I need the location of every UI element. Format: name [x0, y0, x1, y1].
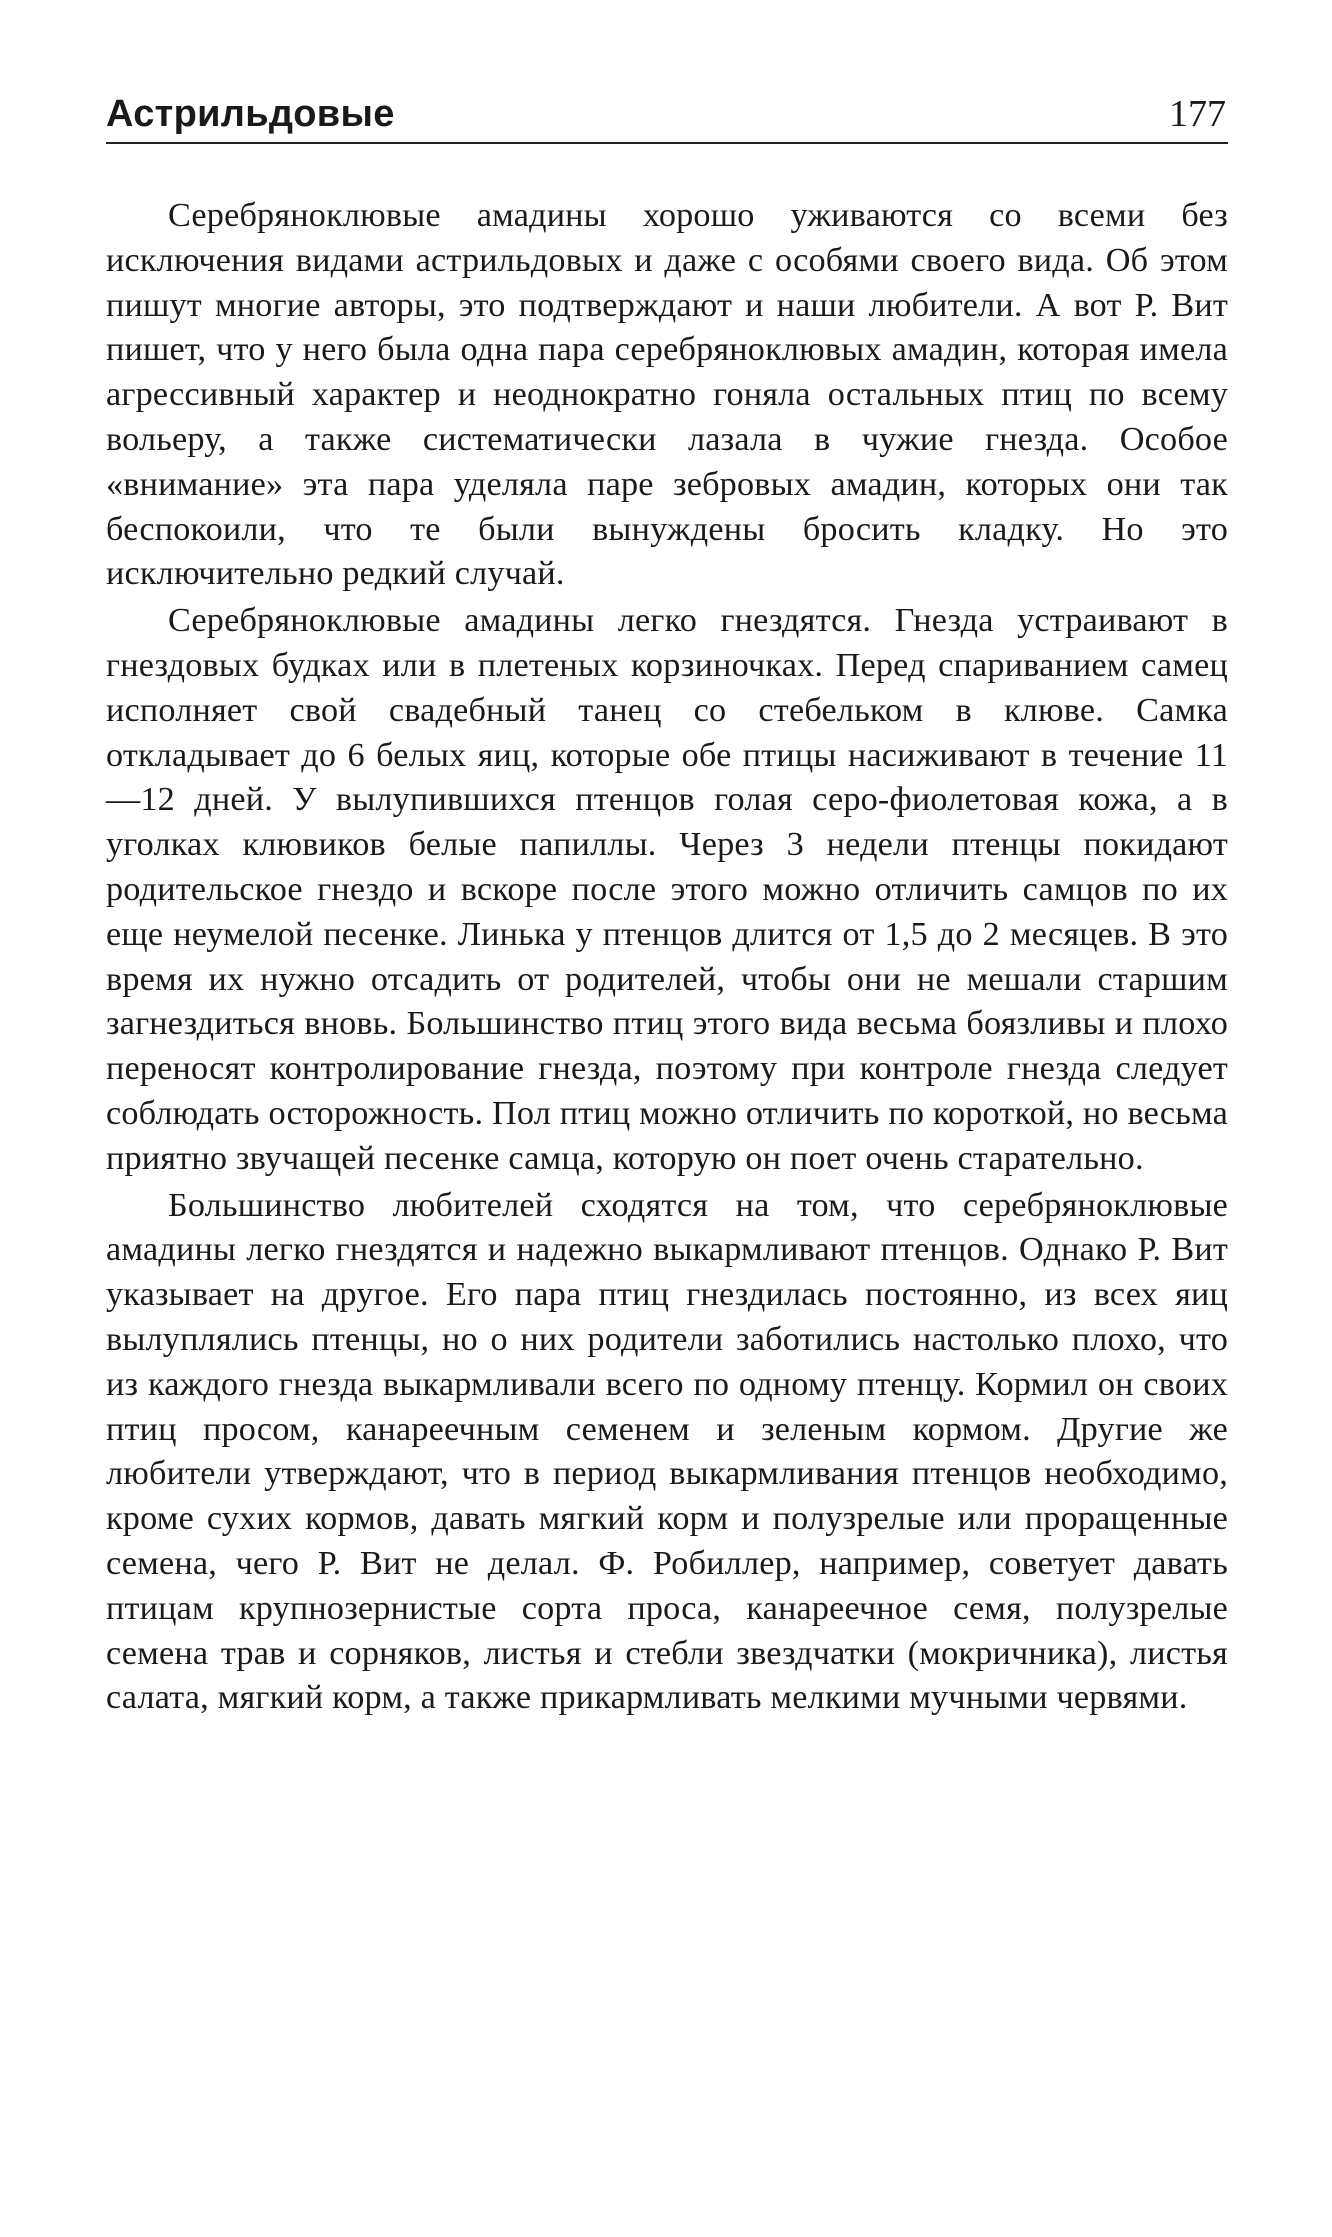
running-head [106, 92, 1228, 144]
paragraph-3: Большинство любителей сходятся на том, что серебряноклювые амадины легко гнездятся и надежно выкармливают птенцов. Однако Р. Вит указывает на другое. Его пара птиц гнездилась постоянно, из всех яиц вылуплялись птенцы, но о них родители заботились настолько плохо, что из каждого гнезда выкармливали всего по одному птенцу. Кормил он своих птиц просом, канареечным семенем и зеленым кормом. Другие же любители утверждают, что в период выкармливания птенцов необходимо, кроме сухих кормов, давать мягкий корм и полузрелые или проращенные семена, чего Р. Вит не делал. Ф. Робиллер, например, советует давать птицам крупнозернистые сорта проса, канареечное семя, полузрелые семена трав и сорняков, листья и стебли звездчатки (мокричника), листья салата, мягкий корм, а также прикармливать мелкими мучными червями. [106, 1186, 1228, 1717]
section-title: Астрильдовые [106, 93, 395, 135]
body-text [106, 194, 1228, 1721]
book-page [106, 92, 1228, 1723]
paragraph-2: Серебряноклювые амадины легко гнездятся. Гнезда устраивают в гнездовых будках или в плетеных корзиночках. Перед спариванием самец исполняет свой свадебный танец со стебельком в клюве. Самка откладывает до 6 белых яиц, которые обе птицы насиживают в течение 11—12 дней. У вылупившихся птенцов голая серо-фиолетовая кожа, а в уголках клювиков белые папиллы. Через 3 недели птенцы покидают родительское гнездо и вскоре после этого можно отличить самцов по их еще неумелой песенке. Линька у птенцов длится от 1,5 до 2 месяцев. В это время их нужно отсадить от родителей, чтобы они не мешали старшим загнездиться вновь. Большинство птиц этого вида весьма боязливы и плохо переносят контролирование гнезда, поэтому при контроле гнезда следует соблюдать осторожность. Пол птиц можно отличить по короткой, но весьма приятно звучащей песенке самца, которую он поет очень старательно. [106, 602, 1228, 1177]
page-number: 177 [1169, 93, 1226, 135]
paragraph-1: Серебряноклювые амадины хорошо уживаются со всеми без исключения видами астрильдовых и даже с особями своего вида. Об этом пишут многие авторы, это подтверждают и наши любители. А вот Р. Вит пишет, что у него была одна пара серебряноклювых амадин, которая имела агрессивный характер и неоднократно гоняла остальных птиц по всему вольеру, а также систематически лазала в чужие гнезда. Особое «внимание» эта пара уделяла паре зебровых амадин, которых они так беспокоили, что те были вынуждены бросить кладку. Но это исключительно редкий случай. [106, 197, 1228, 593]
